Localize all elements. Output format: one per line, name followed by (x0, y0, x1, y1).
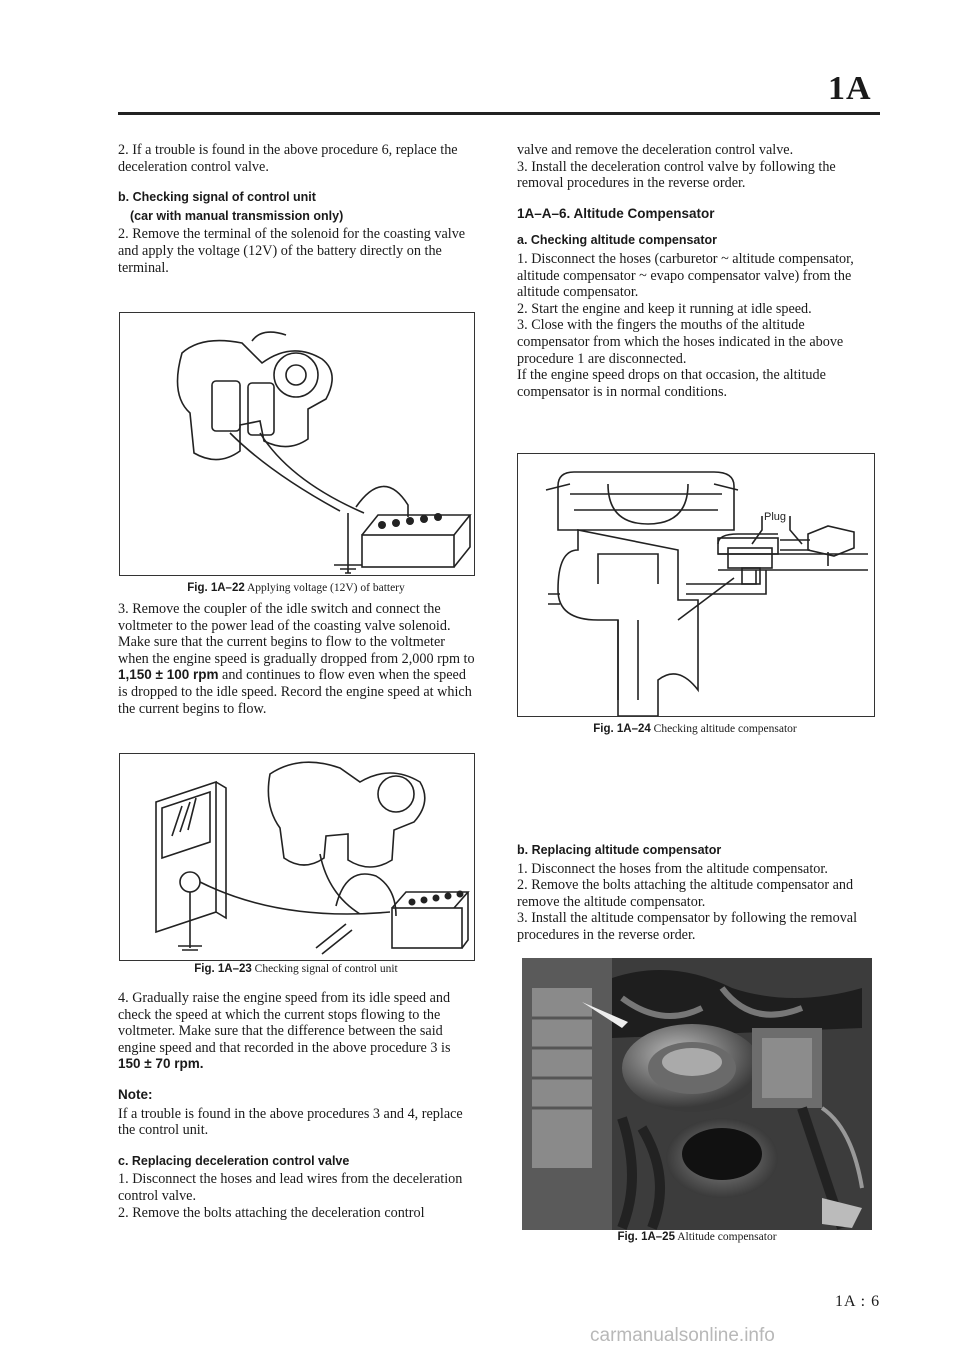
subheading: b. Checking signal of control unit (118, 190, 316, 205)
plug-label: Plug (764, 511, 787, 523)
rpm-value: 150 ± 70 rpm. (118, 1056, 204, 1072)
figure-1a-24 (517, 453, 875, 717)
paragraph: 3. Install the altitude compensator by following the removal procedures in the reverse order. (517, 910, 858, 943)
caption-text: Altitude compensator (677, 1231, 777, 1243)
figure-caption (517, 723, 873, 735)
figure-caption (119, 582, 473, 594)
paragraph: If the engine speed drops on that occasion, the altitude compensator is in normal conditions. (517, 367, 826, 400)
left-column-bottom (118, 990, 476, 1221)
right-column-bottom (517, 842, 877, 944)
battery-voltage-diagram (120, 313, 474, 575)
engine-photo (522, 958, 872, 1230)
figure-number: Fig. 1A–25 (617, 1231, 675, 1243)
watermark: carmanualsonline.info (590, 1325, 775, 1346)
paragraph: 1. Disconnect the hoses from the altitude compensator. (517, 860, 828, 877)
paragraph: 2. Remove the terminal of the solenoid for the coasting valve and apply the voltage (12V) of the battery directly on the terminal. (118, 226, 466, 276)
paragraph: 2. Remove the bolts attaching the altitude compensator and remove the altitude compensator. (517, 877, 854, 910)
caption-text: Checking altitude compensator (653, 723, 797, 735)
figure-caption (119, 963, 473, 975)
header-rule (118, 112, 880, 115)
rpm-value: 1,150 ± 100 rpm (118, 667, 219, 683)
paragraph: 2. If a trouble is found in the above procedure 6, replace the deceleration control valve. (118, 142, 458, 175)
subheading: b. Replacing altitude compensator (517, 843, 722, 857)
note-label: Note: (118, 1086, 153, 1102)
figure-1a-23 (119, 753, 475, 961)
subheading-qualifier: (car with manual transmission only) (130, 208, 344, 223)
right-column-top (517, 142, 877, 410)
paragraph: 3. Close with the fingers the mouths of the altitude compensator from which the hoses indicated in the above procedure 1 are disconnected. (517, 317, 844, 367)
caption-text: Checking signal of control unit (254, 963, 398, 975)
paragraph: valve and remove the deceleration control valve. (517, 142, 794, 158)
paragraph: 1. Disconnect the hoses and lead wires from the deceleration control valve. (118, 1171, 463, 1204)
paragraph: 2. Remove the bolts attaching the deceleration control (118, 1204, 425, 1221)
figure-caption (522, 1231, 872, 1243)
paragraph: 1. Disconnect the hoses (carburetor ~ altitude compensator, altitude compensator ~ evapo compensator valve) from the altitude compensator. (517, 250, 854, 301)
altitude-compensator-diagram (518, 454, 874, 716)
left-column-top (118, 142, 476, 286)
figure-number: Fig. 1A–24 (593, 723, 651, 735)
note-text: If a trouble is found in the above procedures 3 and 4, replace the control unit. (118, 1105, 463, 1139)
paragraph: 3. Remove the coupler of the idle switch and connect the voltmeter to the power lead of the coasting valve solenoid. Make sure that the current begins to flow to the voltmeter when the engine speed is gradually dropped from 2,000 rpm to 1,150 ± 100 rpm and continues to flow even when the speed is dropped to the idle speed. Record the engine speed at which the current begins to flow. (118, 601, 475, 717)
paragraph: 2. Start the engine and keep it running at idle speed. (517, 300, 812, 317)
figure-1a-22 (119, 312, 475, 576)
control-unit-signal-diagram (120, 754, 474, 960)
section-title: 1A–A–6. Altitude Compensator (517, 205, 715, 221)
paragraph: 4. Gradually raise the engine speed from its idle speed and check the speed at which the current stops flowing to the voltmeter. Make sure that the difference between the said engine speed and that recorded in the above procedure 3 is 150 ± 70 rpm. (118, 990, 451, 1072)
caption-text: Applying voltage (12V) of battery (247, 582, 405, 594)
subheading: a. Checking altitude compensator (517, 233, 718, 248)
paragraph: 3. Install the deceleration control valve by following the removal procedures in the reverse order. (517, 158, 836, 192)
section-tag: 1A (828, 70, 872, 107)
left-column-middle (118, 601, 476, 727)
figure-number: Fig. 1A–23 (194, 963, 252, 975)
figure-1a-25-photo (522, 958, 872, 1230)
subheading: c. Replacing deceleration control valve (118, 1153, 350, 1168)
page-number: 1A : 6 (835, 1293, 881, 1310)
figure-number: Fig. 1A–22 (187, 582, 245, 594)
